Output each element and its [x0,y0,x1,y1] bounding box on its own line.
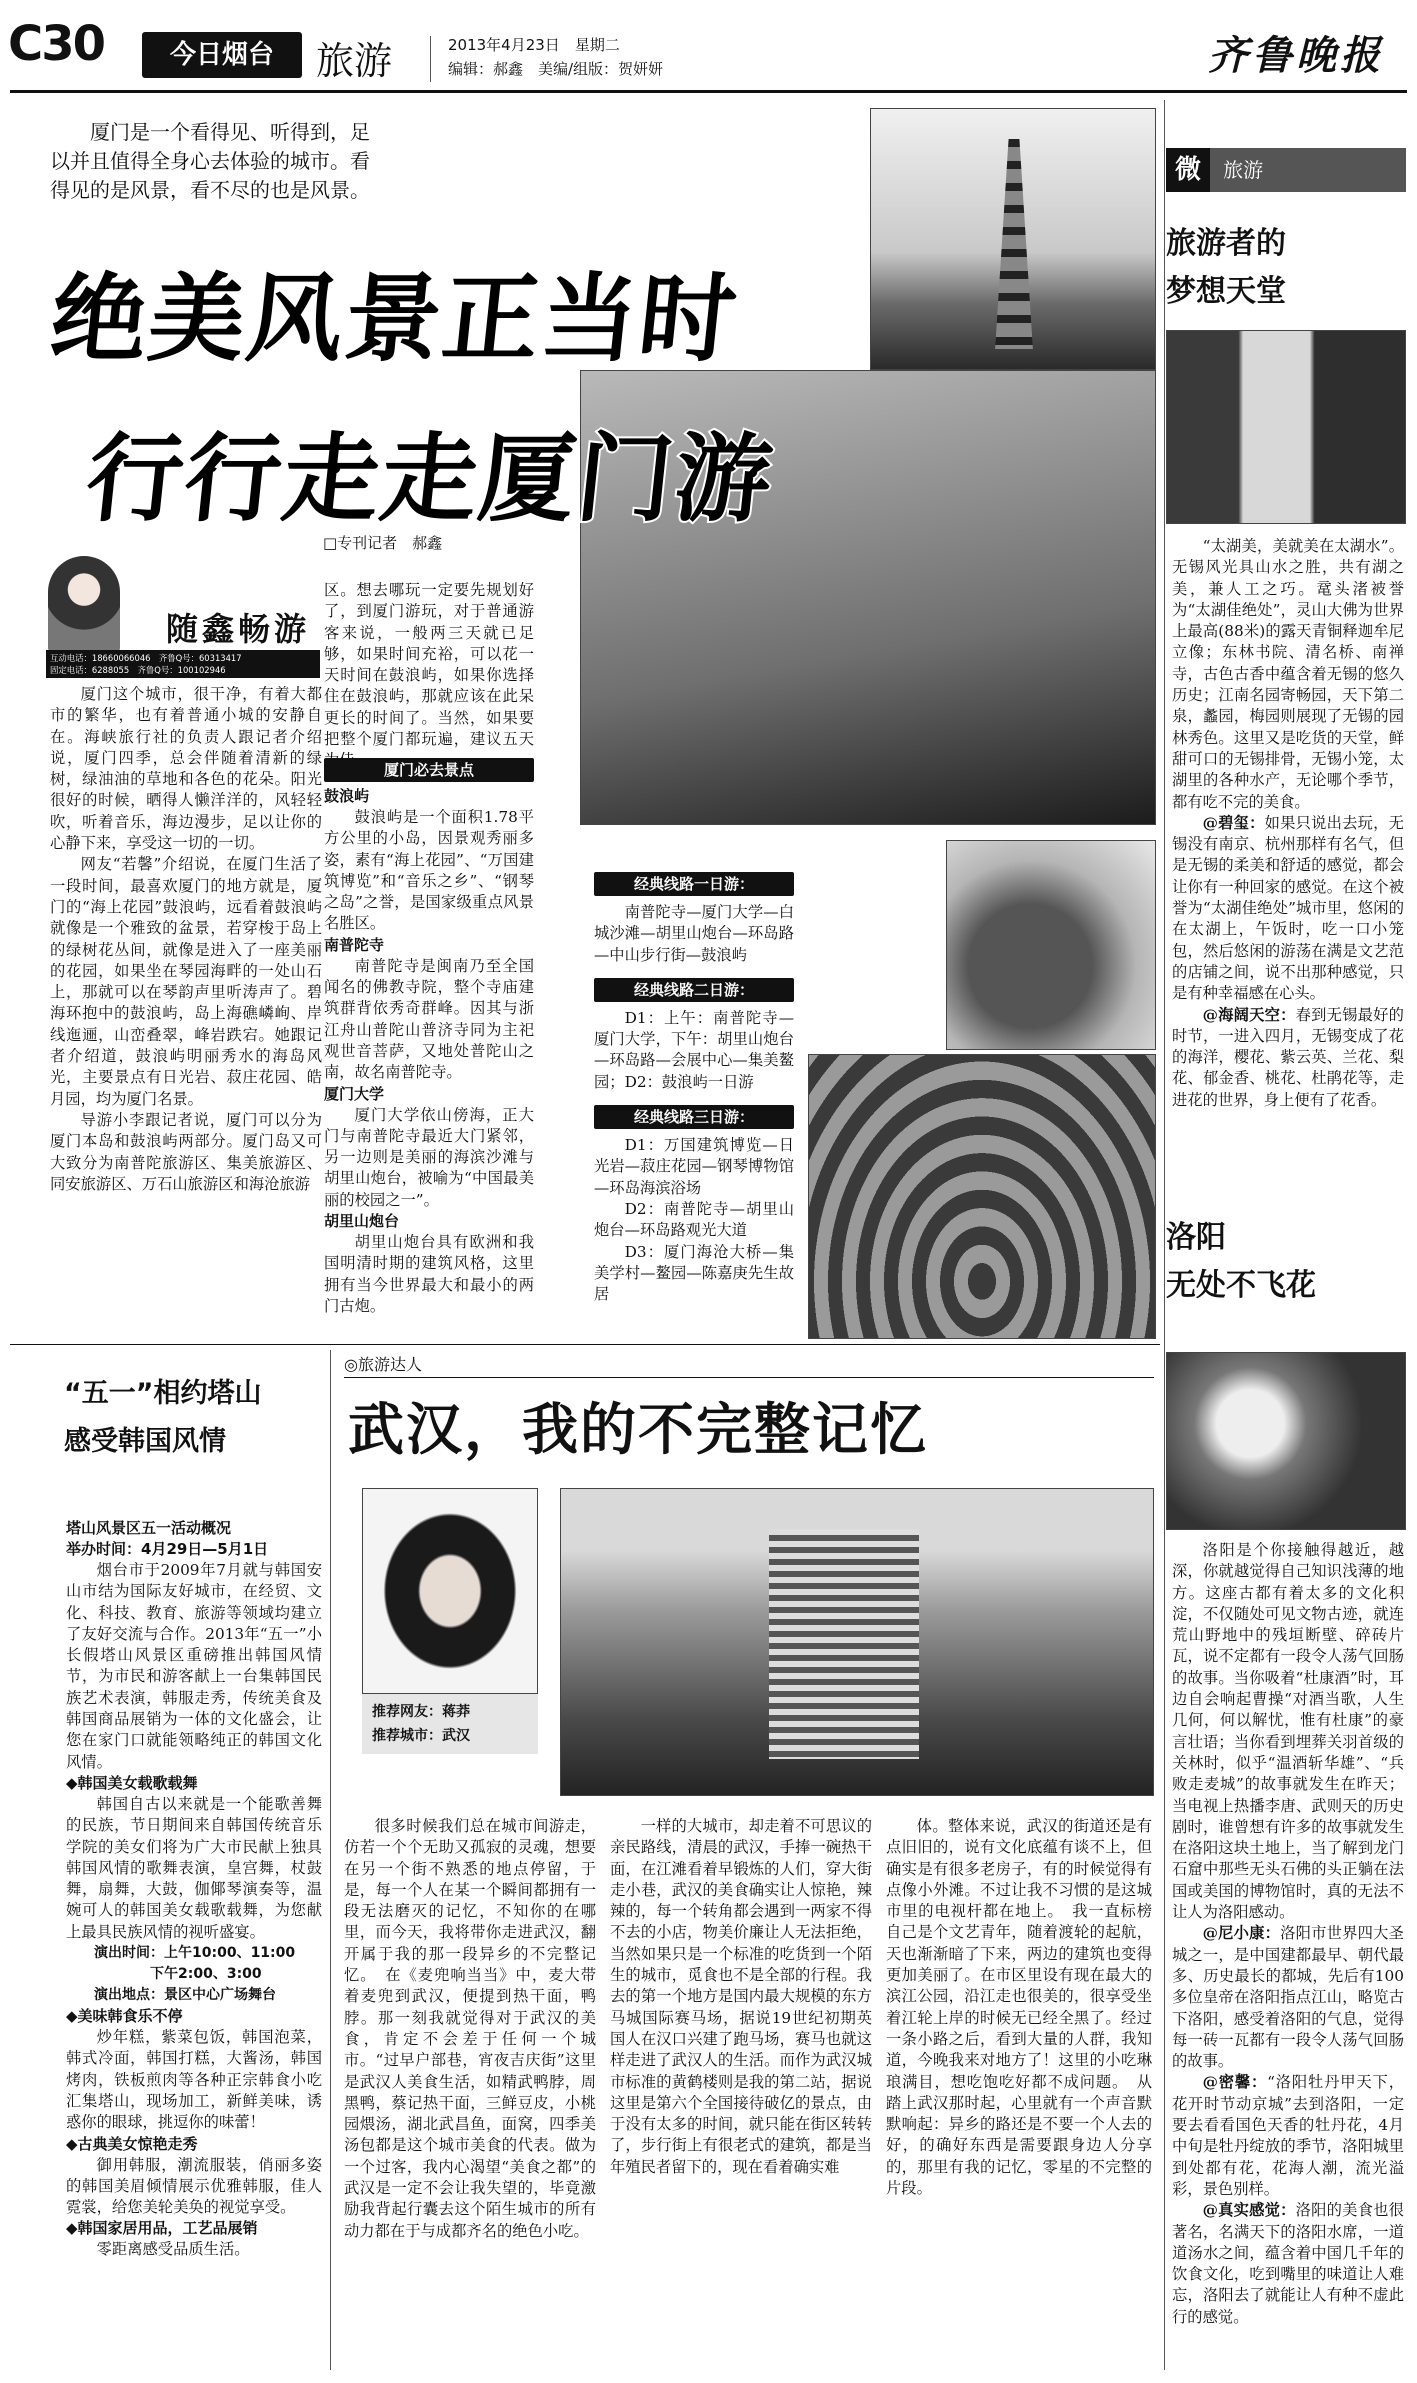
wuhan-col3: 体。整体来说，武汉的街道还是有点旧旧的，说有文化底蕴有谈不上，但确实是有很多老房子，有的时候觉得有点像小外滩。不过让我不习惯的是这城市里的电视杆都在地上。 我一直标榜自己是个文艺青年，随着渡轮的起航，天也渐渐暗了下来，两边的建筑也变得更加美丽了。在市区里设有现在最大的滨江公园，沿江走也很美的，很享受坐着江轮上岸的时候无已经全黑了。经过一条小路之后，看到大量的人群，我知道，今晚我来对地方了！这里的小吃琳琅满目，想吃饱吃好都不成问题。 从踏上武汉那时起，心里就有一个声音默默响起：异乡的路还是不要一个人去的好，的确好东西是需要跟身边人分享的，那里有我的记忆，零星的不完整的片段。 [886,1817,1152,2198]
spot-text: 胡里山炮台具有欧洲和我国明清时期的建筑风格，这里拥有当今世界最大和最小的两门古炮。 [324,1233,534,1315]
lead-col1-p1: 厦门这个城市，很干净，有着大都市的繁华，也有着普通小城的安静自在。海峡旅行社的负责人跟记者介绍说，厦门四季，总会伴随着清新的绿树，绿油油的草地和各色的花朵。阳光很好的时候，晒得人懒洋洋的，风轻轻吹，听着音乐，海边漫步，足以让你的心静下来，享受这一切的一切。 [50,685,322,853]
spot-text: 鼓浪屿是一个面积1.78平方公里的小岛，因景观秀丽多姿，素有“海上花园”、“万国建筑博览”和“音乐之乡”、“钢琴之岛”之誉，是国家级重点风景名胜区。 [324,808,534,933]
spots-list [324,786,534,1317]
tashan-p1: 烟台市于2009年7月就与韩国安山市结为国际友好城市，在经贸、文化、科技、教育、旅游等领域均建立了友好交流与合作。2013年“五一”小长假塔山风景区重磅推出韩国风情节，为市民和游客献上一台集韩国民族艺术表演，韩服走秀，传统美食及韩国商品展销为一体的文化盛会，让您在家门口就能领略纯正的韩国文化风情。 [66,1561,322,1771]
date: 2013年4月23日 星期二 [448,36,620,54]
lead-col2-intro: 区。想去哪玩一定要先规划好了，到厦门游玩，对于普通游客来说，一般两三天就已足够，如果时间充裕，可以花一天时间在鼓浪屿，如果你选择住在鼓浪屿，那就应该在此呆更长的时间了。当然，如果要把整个厦门都玩遍，建议五天 [324,581,534,749]
tashan-bullet: ◆韩国美女载歌载舞 [66,1773,198,1792]
luoyang-headline-2: 无处不飞花 [1166,1268,1316,1303]
weibo-icon: 微 [1166,148,1210,192]
spot-name: 鼓浪屿 [324,787,370,805]
pagoda-shape [987,139,1041,349]
fixed-phone-text: 固定电话：6288055 齐鲁Q号：100102946 [50,665,226,675]
wuhan-col2: 一样的大城市，却走着不可思议的亲民路线，清晨的武汉，手捧一碗热干面，在江滩看着早锻炼的人们，穿大街走小巷，武汉的美食确实让人惊艳，辣辣的，每一个转角都会遇到一两家不得不去的小店，物美价廉让人无法拒绝，当然如果只是一个标准的吃货到一个陌生的城市，觅食也不是全部的行程。我去的第一个地方是国内最大规模的东方马城国际赛马场，据说19世纪初期英国人在汉口兴建了跑马场，赛马也就这样走进了武汉人的生活。而作为武汉城市标准的黄鹤楼则是我的第二站，据说这里是第六个全国接待破亿的景点，由于没有太多的时间，就只能在街区转转了，步行街上有很老式的建筑，都是当年殖民者留下的，现在看着确实难 [610,1817,872,2176]
recommend-box [362,1694,538,1754]
route-title: 经典线路二日游： [594,978,794,1002]
luoyang-headline-1: 洛阳 [1166,1220,1226,1255]
perf-time: 演出时间：上午10:00、11:00 [94,1945,296,1962]
hotline-bar [46,650,320,678]
editor-credits: 编辑：郝鑫 美编/组版：贺妍妍 [448,60,664,78]
route-title: 经典线路一日游： [594,872,794,896]
weibo-headline-2: 梦想天堂 [1166,274,1286,309]
route-text: D2：南普陀寺—胡里山炮台—环岛路观光大道 [594,1199,794,1240]
route-text: D3：厦门海沧大桥—集美学村—鳌园—陈嘉庚先生故居 [594,1242,794,1304]
masthead-logo: 齐鲁晚报 [1208,32,1384,79]
tashan-headline [64,1370,262,1466]
author-portrait [362,1488,538,1694]
wuxi-text [1172,536,1404,1111]
byline: □专刊记者 郝鑫 [323,534,443,552]
tashan-subhead: 塔山风景区五一活动概况 [66,1519,232,1537]
luoyang-comment-2: @密馨：“洛阳牡丹甲天下，花开时节动京城”去到洛阳，一定要去看看国色天香的牡丹花，4月中旬是牡丹绽放的季节，洛阳城里到处都有花，花海人潮，流光溢彩，景色别样。 [1172,2073,1404,2198]
wuhan-col1: 很多时候我们总在城市间游走，仿若一个个无助又孤寂的灵魂，想要在另一个街不熟悉的地点停留，于是，每一个人在某一个瞬间都拥有一段无法磨灭的记忆，不知你的在哪里，而今天，我将带你走进武汉，翻开属于我的那一段异乡的不完整记忆。 在《麦兜响当当》中，麦大带着麦兜到武汉，便提到热干面，鸭脖。那一刻我就觉得对于武汉的美食，肯定不会差于任何一个城市。“过早户部巷，宵夜吉庆街”这里是武汉人美食生活，如精武鸭脖，周黑鸭，蔡记热干面，三鲜豆皮，小桃园煨汤，湖北武昌鱼，面窝，四季美汤包都是这个城市美食的代表。做为一个过客，我内心渴望“美食之都”的武汉是一定不会让我失望的，毕竟激励我背起行囊去这个陌生城市的所有动力都在于与成都齐名的绝色小吃。 [344,1817,596,2240]
wuxi-p1: “太湖美，美就美在太湖水”。无锡风光具山水之胜，共有湖之美，兼人工之巧。鼋头渚被誉为“太湖佳绝处”，灵山大佛为世界上最高(88米)的露天青铜释迦牟尼立像；东林书院、清名桥、南禅寺，古色古香中蕴含着无锡的悠久历史；江南名园寄畅园，天下第二泉，蠡园，梅园则展现了无锡的园林秀色。这里又是吃货的天堂，鲜甜可口的无锡排骨，无锡小笼，太湖里的各种水产，无论哪个季节，都有吃不完的美食。 [1172,537,1404,811]
waterfall-photo [1166,330,1406,524]
weibo-headline-1: 旅游者的 [1166,226,1286,261]
spot-name: 胡里山炮台 [324,1212,400,1231]
lead-title-line2: 行行走走厦门游 [81,423,780,535]
header-rule [10,90,1407,93]
route-text: D1：万国建筑博览—日光岩—菽庄花园—钢琴博物馆—环岛海滨浴场 [594,1136,794,1197]
spot-text: 厦门大学依山傍海，正大门与南普陀寺最近大门紧邻，另一边则是美丽的海滨沙滩与胡里山炮台，被喻为“中国最美丽的校园之一”。 [324,1105,534,1209]
wuhan-title: 武汉，我的不完整记忆 [348,1398,928,1463]
wuhan-tag: ◎旅游达人 [344,1352,1154,1378]
routes [594,872,794,1305]
rec-city: 推荐城市：武汉 [372,1728,470,1744]
luoyang-comment-1: @尼小康：洛阳市世界四大圣城之一，是中国建都最早、朝代最多、历史最长的都城，先后有100多位皇帝在洛阳指点江山，略览古下洛阳，感受着洛阳的气息，觉得每一砖一瓦都有一段令人荡气回肠的故事。 [1172,1924,1404,2071]
tashan-p4: 御用韩服，潮流服装，俏丽多姿的韩国美眉倾情展示优雅韩服，佳人霓裳，给您美轮美奂的视觉享受。 [66,2155,322,2217]
tashan-time: 举办时间：4月29日—5月1日 [66,1540,269,1558]
columnist-avatar [48,556,120,652]
section-tag: 今日烟台 [142,32,302,78]
peony-photo [1166,1352,1406,1530]
tashan-text [66,1518,322,2261]
tower-shape [769,1529,919,1759]
tashan-headline-2: 感受韩国风情 [64,1426,226,1457]
weibo-tag [1166,148,1406,192]
perf-time-2: 下午2:00、3:00 [150,1966,262,1983]
route-text: D1：上午：南普陀寺—厦门大学，下午：胡里山炮台—环岛路—会展中心—集美鳌园；D2：鼓浪屿一日游 [594,1008,794,1091]
lead-title-line1: 绝美风景正当时 [45,263,744,375]
spot-text: 南普陀寺是闽南乃至全国闻名的佛教寺院，整个寺庙建筑群背依秀奇群峰。因其与浙江舟山普陀山普济寺同为主祀观世音菩萨，又地处普陀山之南，故名南普陀寺。 [324,956,534,1082]
rock-statue-photo [946,840,1156,1050]
luoyang-text [1172,1540,1404,2328]
wuhan-city-photo [560,1488,1154,1796]
luoyang-p1: 洛阳是个你接触得越近，越深，你就越觉得自己知识浅薄的地方。这座古都有着太多的文化积淀，不仅随处可见文物古迹，就连荒山野地中的残垣断壁、碎砖片瓦，说不定都有一段令人荡气回肠的故事。当你吸着“杜康酒”时，耳边自会响起曹操“对酒当歌，人生几何，何以解忧，惟有杜康”的豪言壮语；当你看到埋葬关羽首级的关林时，似乎“温酒斩华雄”、“兵败走麦城”的故事就发生在昨天；当电视上热播李唐、武则天的历史剧时，谁曾想有许多的故事就发生在洛阳这块土地上，当了解到龙门石窟中那些无头石佛的头正躺在法国或美国的博物馆时，真的无法不让人为洛阳感动。 [1172,1541,1404,1922]
wuxi-comment-1: @碧玺：如果只说出去玩，无锡没有南京、杭州那样有名气，但是无锡的柔美和舒适的感觉，都会让你有一种回家的感觉。在这个被誉为“太湖佳绝处”城市里，悠闲的在太湖上，午饭时，吃一口小笼包，然后悠闲的游荡在满是文艺范的店铺之间，说不出那种感觉，只是有种幸福感在心头。 [1172,813,1404,1003]
tashan-column-rule [330,1350,331,2370]
tashan-headline-1: “五一”相约塔山 [64,1378,262,1409]
page-number: C30 [8,16,105,72]
section-title: 旅游 [316,39,393,83]
luoyang-headline [1166,1214,1316,1310]
spot-name: 南普陀寺 [324,935,385,954]
spot-name: 厦门大学 [324,1084,385,1103]
lead-intro: 厦门是一个看得见、听得到，足以并且值得全身心去体验的城市。看得见的是风景，看不尽的也是风景。 [50,120,370,202]
perf-place: 演出地点：景区中心广场舞台 [94,1987,276,2004]
lead-col1-p2: 网友“若馨”介绍说，在厦门生活了一段时间，最喜欢厦门的地方就是，厦门的“海上花园”鼓浪屿，远看着鼓浪屿就像是一个雅致的盆景，若穿梭于岛上的绿树花丛间，就像是进入了一座美丽的花园，如果坐在琴园海畔的一处山石上，那就可以在琴韵声里听涛声了。碧海环抱中的鼓浪屿，岛上海礁嶙峋、岸线迤逦，山峦叠翠，峰岩跌宕。她跟记者介绍道，鼓浪屿明丽秀水的海岛风光，主要景点有日光岩、菽庄花园、皓月园，均为厦门名景。 [50,855,322,1108]
tashan-p3: 炒年糕，紫菜包饭，韩国泡菜，韩式冷面，韩国打糕，大酱汤，韩国烤肉，铁板煎肉等各种正宗韩食小吃汇集塔山，现场加工，新鲜美味，诱惑你的眼球，挑逗你的味蕾！ [66,2028,322,2132]
route-title: 经典线路三日游： [594,1105,794,1129]
pagoda-photo [870,108,1156,370]
tashan-p5: 零距离感受品质生活。 [96,2240,250,2259]
wuxi-comment-2: @海阔天空：春到无锡最好的时节，一进入四月，无锡变成了花的海洋，樱花、紫云英、兰花、梨花、郁金香、桃花、杜鹃花等，走进花的世界，身上便有了花香。 [1172,1005,1404,1109]
hotline-text: 互动电话：18660066046 齐鲁Q号：60313417 [50,653,242,663]
weibo-headline [1166,220,1286,316]
lead-col1 [50,684,322,1195]
must-see-title: 厦门必去景点 [324,758,534,782]
lead-col1-p3: 导游小李跟记者说，厦门可以分为厦门本岛和鼓浪屿两部分。厦门岛又可大致分为南普陀旅游区、集美旅游区、同安旅游区、万石山旅游区和海沧旅游 [50,1110,322,1193]
route-text: 南普陀寺—厦门大学—白城沙滩—胡里山炮台—环岛路—中山步行街—鼓浪屿 [594,903,794,964]
header-divider [430,36,431,82]
luoyang-comment-3: @真实感觉：洛阳的美食也很著名，名满天下的洛阳水席，一道道汤水之间，蕴含着中国几千年的饮食文化，吃到嘴里的味道让人难忘，洛阳去了就能让人有种不虚此行的感觉。 [1172,2201,1404,2326]
column-logo: 随鑫畅游 [166,610,311,648]
lead-bottom-rule [10,1344,1160,1345]
right-column-rule [1164,100,1165,2370]
weibo-label: 旅游 [1223,158,1264,182]
tashan-p2: 韩国自古以来就是一个能歌善舞的民族，节日期间来自韩国传统音乐学院的美女们将为广大市民献上独具韩国风情的歌舞表演，皇宫舞，杖鼓舞，扇舞，大鼓，伽倻琴演奏等，温婉可人的韩国美女载歌载舞，为您献上最具民族风情的视听盛宴。 [66,1794,322,1941]
tashan-bullet: ◆韩国家居用品，工艺品展销 [66,2219,258,2238]
tashan-bullet: ◆古典美女惊艳走秀 [66,2134,198,2153]
rec-user: 推荐网友：蒋莽 [372,1704,470,1720]
tulou-photo [808,1054,1156,1339]
tashan-bullet: ◆美味韩食乐不停 [66,2007,183,2026]
